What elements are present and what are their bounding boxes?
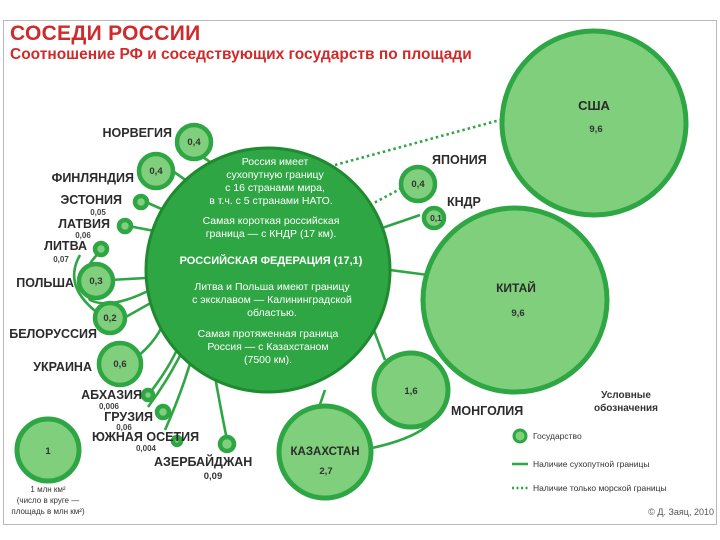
azerbaijan-label: АЗЕРБАЙДЖАН: [154, 455, 253, 469]
ossetia-area: 0,004: [135, 444, 157, 453]
circle-abkhazia: [143, 390, 153, 400]
usa-name: США: [578, 98, 610, 113]
poland-area: 0,3: [89, 276, 103, 287]
page-title: СОСЕДИ РОССИИ: [10, 22, 201, 45]
japan-label: ЯПОНИЯ: [432, 153, 487, 167]
estonia-label: ЭСТОНИЯ: [60, 193, 122, 207]
estonia-area: 0,05: [90, 208, 106, 217]
georgia-label: ГРУЗИЯ: [104, 410, 153, 424]
lithuania-area: 0,07: [53, 255, 69, 264]
kazakhstan-area: 2,7: [319, 466, 333, 477]
usa-area: 9,6: [589, 124, 603, 135]
circle-azerbaijan: [220, 437, 234, 451]
legend-title-2: обозначения: [594, 403, 658, 414]
russia-line-8: Литва и Польша имеют границу: [194, 281, 350, 293]
latvia-label: ЛАТВИЯ: [58, 217, 110, 231]
belarus-area: 0,2: [103, 313, 117, 324]
circle-latvia: [119, 220, 131, 232]
russia-line-6: граница — с КНДР (17 км).: [205, 228, 337, 240]
norway-label: НОРВЕГИЯ: [102, 126, 172, 140]
sea-line-japan: [370, 188, 402, 205]
circle-china: [423, 208, 607, 392]
legend-state: Государство: [533, 431, 582, 441]
kazakhstan-name: КАЗАХСТАН: [290, 446, 360, 458]
legend-sea: Наличие только морской границы: [533, 483, 667, 493]
russia-line-9: с эксклавом — Калининградской: [192, 294, 352, 306]
russia-line-7: РОССИЙСКАЯ ФЕДЕРАЦИЯ (17,1): [179, 255, 363, 267]
ukraine-label: УКРАИНА: [33, 360, 92, 374]
ukraine-area: 0,6: [113, 359, 127, 370]
scale-line-1: 1 млн км²: [30, 485, 66, 494]
line-poland: [110, 278, 146, 280]
circle-lithuania: [95, 243, 107, 255]
russia-line-5: Самая короткая российская: [202, 215, 340, 227]
page-subtitle: Соотношение РФ и соседствующих государств по площади: [10, 46, 472, 63]
scale-line-3: площадь в млн км²): [11, 507, 85, 516]
russia-line-2: сухопутную границу: [226, 169, 324, 181]
latvia-area: 0,06: [75, 231, 91, 240]
russia-line-3: с 16 странами мира,: [225, 182, 325, 194]
scale-value: 1: [45, 446, 51, 457]
russia-line-10: областью.: [247, 307, 297, 319]
russia-line-1: Россия имеет: [241, 156, 309, 168]
china-area: 9,6: [511, 308, 525, 319]
circle-usa: [502, 31, 686, 215]
lithuania-label: ЛИТВА: [44, 239, 87, 253]
credit: © Д. Заяц, 2010: [648, 507, 714, 517]
poland-label: ПОЛЬША: [16, 276, 74, 290]
japan-area: 0,4: [411, 179, 425, 190]
ossetia-label: ЮЖНАЯ ОСЕТИЯ: [92, 430, 200, 444]
nkorea-label: КНДР: [447, 195, 481, 209]
finland-label: ФИНЛЯНДИЯ: [51, 171, 134, 185]
azerbaijan-area: 0,09: [203, 471, 223, 482]
nkorea-area: 0,1: [430, 213, 442, 223]
mongolia-area: 1,6: [404, 386, 418, 397]
abkhazia-area: 0,006: [98, 402, 120, 411]
russia-line-12: Россия — с Казахстаном: [207, 341, 329, 353]
mongolia-label: МОНГОЛИЯ: [451, 404, 524, 418]
legend-state-icon: [514, 430, 526, 442]
russia-line-11: Самая протяженная граница: [197, 328, 339, 340]
legend-title-1: Условные: [601, 390, 651, 401]
norway-area: 0,4: [187, 137, 201, 148]
belarus-label: БЕЛОРУССИЯ: [9, 327, 97, 341]
russia-line-4: в т.ч. с 5 странами НАТО.: [209, 195, 333, 207]
circle-estonia: [135, 196, 147, 208]
china-name: КИТАЙ: [496, 281, 536, 295]
circle-georgia: [157, 406, 169, 418]
russia-line-13: (7500 км).: [244, 354, 292, 366]
legend-land: Наличие сухопутной границы: [533, 459, 650, 469]
scale-line-2: (число в круге —: [16, 496, 80, 505]
abkhazia-label: АБХАЗИЯ: [81, 388, 142, 402]
finland-area: 0,4: [149, 166, 163, 177]
georgia-area: 0,06: [116, 423, 132, 432]
